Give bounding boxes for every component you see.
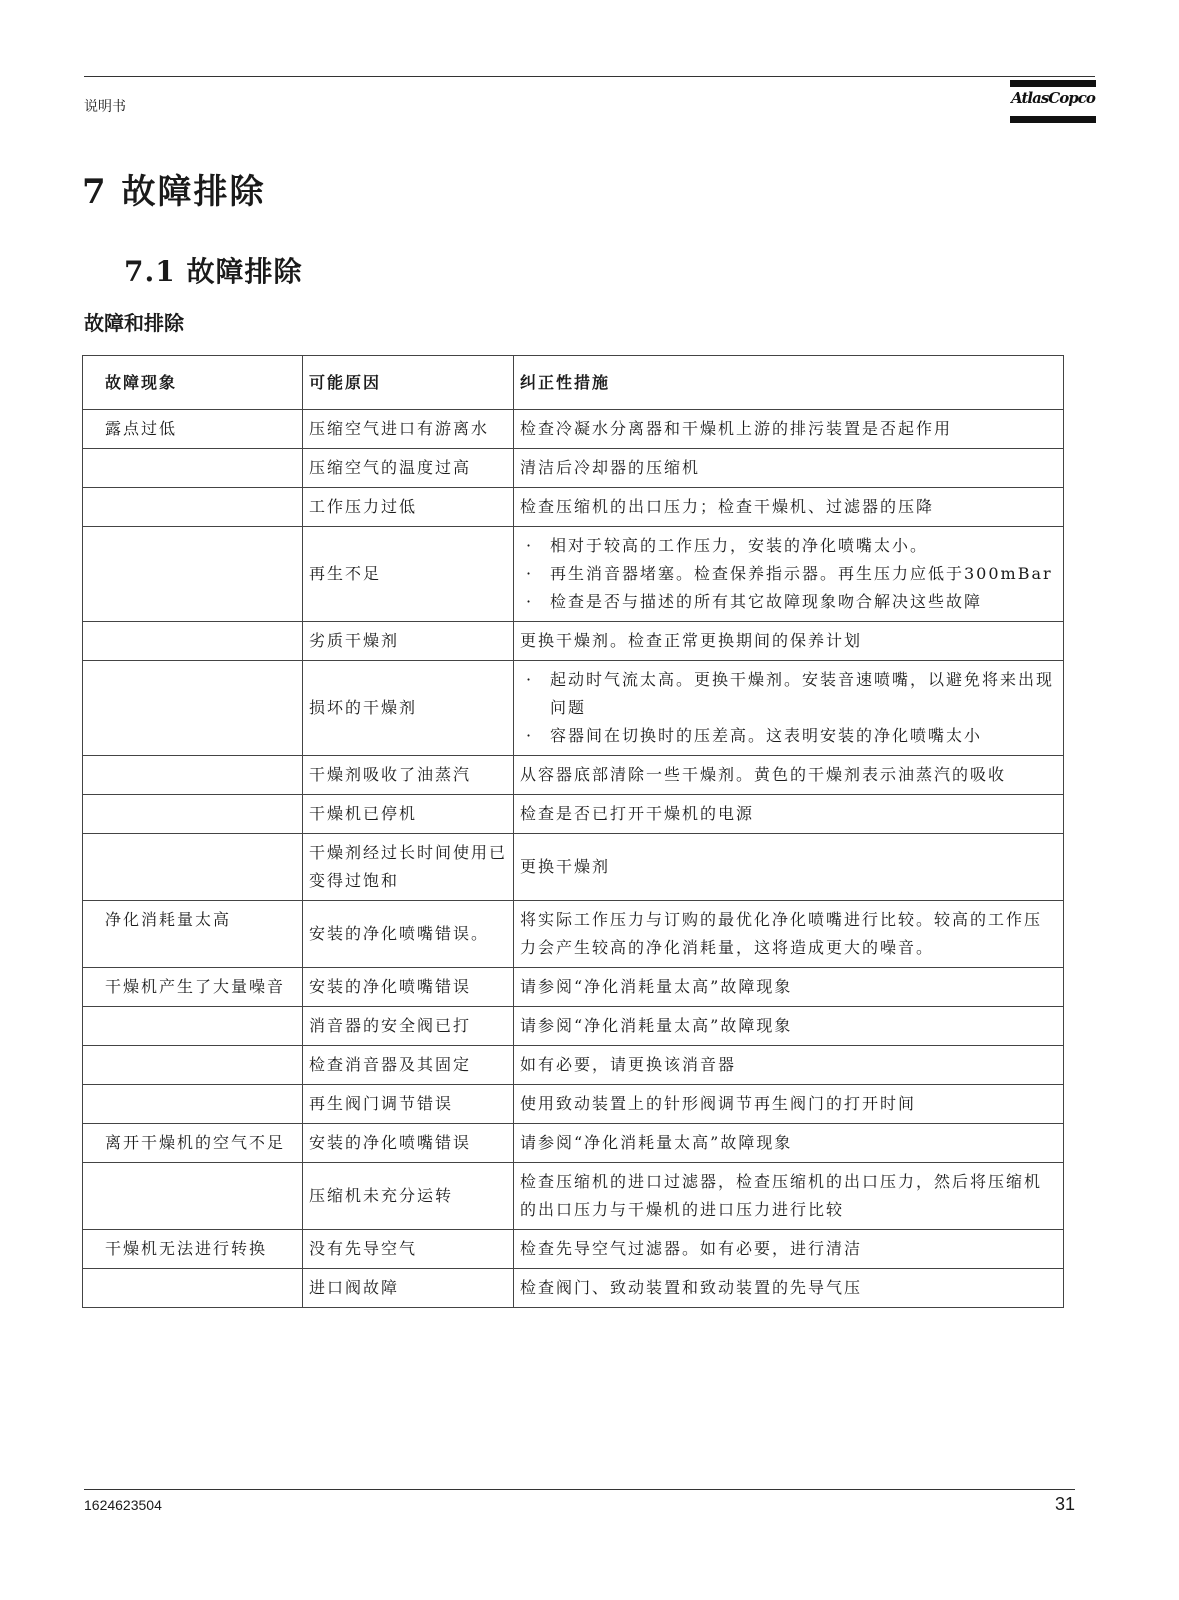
symptom-cell [83, 1269, 303, 1308]
action-bullet-item: · 再生消音器堵塞。检查保养指示器。再生压力应低于300mBar [520, 560, 1057, 588]
action-text: 将实际工作压力与订购的最优化净化喷嘴进行比较。较高的工作压力会产生较高的净化消耗量，这将造成更大的噪音。 [520, 910, 1043, 957]
action-text: 请参阅“净化消耗量太高”故障现象 [520, 1016, 793, 1035]
symptom-cell: 干燥机产生了大量噪音 [83, 968, 303, 1007]
action-bullet-item: · 起动时气流太高。更换干燥剂。安装音速喷嘴，以避免将来出现问题 [520, 666, 1057, 722]
action-text: 更换干燥剂。检查正常更换期间的保养计划 [520, 631, 863, 650]
cause-cell: 干燥机已停机 [303, 795, 514, 834]
symptom-cell [83, 795, 303, 834]
table-row [83, 661, 1064, 756]
table-row [83, 1085, 1064, 1124]
action-cell [514, 622, 1064, 661]
symptom-cell [83, 756, 303, 795]
action-cell [514, 1230, 1064, 1269]
table-body [83, 410, 1064, 1308]
action-cell [514, 410, 1064, 449]
symptom-cell [83, 1163, 303, 1230]
cause-cell: 安装的净化喷嘴错误。 [303, 901, 514, 968]
table-row [83, 1269, 1064, 1308]
symptom-cell [83, 1007, 303, 1046]
cause-cell: 干燥剂经过长时间使用已变得过饱和 [303, 834, 514, 901]
table-row [83, 527, 1064, 622]
cause-cell: 压缩空气的温度过高 [303, 449, 514, 488]
action-cell [514, 661, 1064, 756]
symptom-cell [83, 527, 303, 622]
symptom-cell [83, 1046, 303, 1085]
logo-text: AtlasCopco [1011, 89, 1095, 107]
symptom-cell [83, 834, 303, 901]
symptom-cell: 露点过低 [83, 410, 303, 449]
table-row [83, 1007, 1064, 1046]
action-text: 请参阅“净化消耗量太高”故障现象 [520, 977, 793, 996]
action-cell [514, 968, 1064, 1007]
cause-cell: 安装的净化喷嘴错误 [303, 968, 514, 1007]
section-title: 7.1 故障排除 [124, 255, 303, 288]
table-row [83, 410, 1064, 449]
action-text: 检查冷凝水分离器和干燥机上游的排污装置是否起作用 [520, 419, 953, 438]
action-bullet-item: · 容器间在切换时的压差高。这表明安装的净化喷嘴太小 [520, 722, 1057, 750]
action-cell [514, 1163, 1064, 1230]
cause-cell: 压缩机未充分运转 [303, 1163, 514, 1230]
atlas-copco-logo [1010, 80, 1096, 124]
action-cell [514, 488, 1064, 527]
action-text: 更换干燥剂 [520, 857, 611, 876]
table-row [83, 488, 1064, 527]
cause-cell: 干燥剂吸收了油蒸汽 [303, 756, 514, 795]
header-symptom: 故障现象 [83, 356, 303, 410]
header-rule [84, 76, 1095, 77]
symptom-cell [83, 622, 303, 661]
action-cell [514, 1046, 1064, 1085]
symptom-cell [83, 488, 303, 527]
action-cell [514, 834, 1064, 901]
table-row [83, 968, 1064, 1007]
table-row [83, 756, 1064, 795]
action-cell [514, 901, 1064, 968]
symptom-cell [83, 1085, 303, 1124]
action-cell [514, 1007, 1064, 1046]
table-row [83, 1163, 1064, 1230]
action-bullet-list [520, 666, 1057, 750]
symptom-cell: 离开干燥机的空气不足 [83, 1124, 303, 1163]
table-row [83, 901, 1064, 968]
action-text: 检查先导空气过滤器。如有必要，进行清洁 [520, 1239, 863, 1258]
action-text: 清洁后冷却器的压缩机 [520, 458, 701, 477]
action-cell [514, 1124, 1064, 1163]
cause-cell: 进口阀故障 [303, 1269, 514, 1308]
action-cell [514, 1085, 1064, 1124]
action-text: 检查压缩机的出口压力；检查干燥机、过滤器的压降 [520, 497, 935, 516]
table-row [83, 1230, 1064, 1269]
action-bullet-item: · 检查是否与描述的所有其它故障现象吻合解决这些故障 [520, 588, 1057, 616]
action-text: 检查是否已打开干燥机的电源 [520, 804, 755, 823]
action-text: 如有必要，请更换该消音器 [520, 1055, 737, 1074]
cause-cell: 安装的净化喷嘴错误 [303, 1124, 514, 1163]
troubleshooting-table [82, 355, 1064, 1308]
action-cell [514, 449, 1064, 488]
action-bullet-item: · 相对于较高的工作压力，安装的净化喷嘴太小。 [520, 532, 1057, 560]
cause-cell: 没有先导空气 [303, 1230, 514, 1269]
table-row [83, 449, 1064, 488]
cause-cell: 压缩空气进口有游离水 [303, 410, 514, 449]
symptom-cell [83, 661, 303, 756]
action-text: 检查压缩机的进口过滤器，检查压缩机的出口压力，然后将压缩机的出口压力与干燥机的进口压力进行比较 [520, 1172, 1043, 1219]
symptom-cell: 干燥机无法进行转换 [83, 1230, 303, 1269]
page-number: 31 [1054, 1494, 1075, 1514]
action-cell [514, 1269, 1064, 1308]
table-row [83, 622, 1064, 661]
footer-rule [84, 1489, 1075, 1490]
cause-cell: 工作压力过低 [303, 488, 514, 527]
logo-bar-top [1010, 80, 1096, 87]
action-bullet-list [520, 532, 1057, 616]
action-cell [514, 527, 1064, 622]
cause-cell: 再生阀门调节错误 [303, 1085, 514, 1124]
cause-cell: 劣质干燥剂 [303, 622, 514, 661]
cause-cell: 检查消音器及其固定 [303, 1046, 514, 1085]
action-text: 检查阀门、致动装置和致动装置的先导气压 [520, 1278, 863, 1297]
table-row [83, 1046, 1064, 1085]
table-row [83, 795, 1064, 834]
action-cell [514, 795, 1064, 834]
cause-cell: 消音器的安全阀已打 [303, 1007, 514, 1046]
table-row [83, 1124, 1064, 1163]
table-header-row [83, 356, 1064, 410]
cause-cell: 再生不足 [303, 527, 514, 622]
symptom-cell: 净化消耗量太高 [83, 901, 303, 968]
table-row [83, 834, 1064, 901]
cause-cell: 损坏的干燥剂 [303, 661, 514, 756]
document-number: 1624623504 [84, 1497, 162, 1513]
action-text: 请参阅“净化消耗量太高”故障现象 [520, 1133, 793, 1152]
header-cause: 可能原因 [303, 356, 514, 410]
header-action: 纠正性措施 [514, 356, 1064, 410]
subsection-title: 故障和排除 [84, 311, 184, 335]
action-text: 从容器底部清除一些干燥剂。黄色的干燥剂表示油蒸汽的吸收 [520, 765, 1007, 784]
symptom-cell [83, 449, 303, 488]
action-cell [514, 756, 1064, 795]
header-label: 说明书 [84, 99, 126, 115]
chapter-title: 7 故障排除 [82, 172, 266, 212]
logo-bar-bottom [1010, 116, 1096, 123]
action-text: 使用致动装置上的针形阀调节再生阀门的打开时间 [520, 1094, 917, 1113]
